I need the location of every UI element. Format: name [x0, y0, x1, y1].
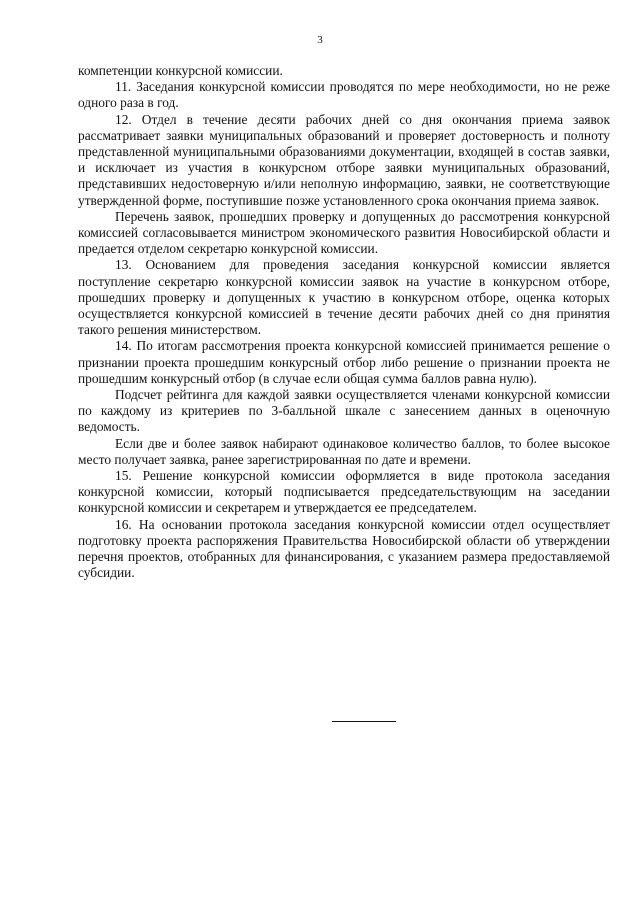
paragraph-continuation: компетенции конкурсной комиссии.	[78, 63, 283, 78]
paragraph-applications-list: Перечень заявок, прошедших проверку и допущенных до рассмотрения конкурсной комиссией согласовывается министром экономического развития Новосибирской области и предается отделом секретарю конкурсной комиссии.	[78, 208, 610, 257]
paragraph-item-14: 14. По итогам рассмотрения проекта конкурсной комиссией принимается решение о признании проекта прошедшим конкурсный отбор либо решение о признании проекта не прошедшим конкурсный отбор (в случае если общая сумма баллов равна нулю).	[78, 338, 610, 386]
paragraph-equal-scores: Если две и более заявок набирают одинаковое количество баллов, то более высокое место получает заявка, ранее зарегистрированная по дате и времени.	[78, 435, 610, 467]
paragraph-item-15: 15. Решение конкурсной комиссии оформляется в виде протокола заседания конкурсной комиссии, который подписывается председательствующим на заседании конкурсной комиссии и секретарем и утверждается ее председателем.	[78, 468, 610, 516]
paragraph-item-11: 11. Заседания конкурсной комиссии проводятся по мере необходимости, но не реже одного раза в год.	[78, 79, 610, 111]
paragraph-rating: Подсчет рейтинга для каждой заявки осуществляется членами конкурсной комиссии по каждому из критериев по 3-балльной шкале с занесением данных в оценочную ведомость.	[78, 387, 610, 435]
document-body	[78, 63, 610, 582]
page-number: 3	[317, 34, 323, 46]
end-of-document-rule	[332, 721, 396, 722]
paragraph-item-12: 12. Отдел в течение десяти рабочих дней со дня окончания приема заявок рассматривает заявки муниципальных образований и проверяет достоверность и полноту представленной муниципальными образованиями документации, входящей в состав заявки, и исключает из участия в конкурсном отборе заявки муниципальных образований, представивших недостоверную и/или неполную информацию, заявки, не соответствующие утвержденной форме, поступившие позже установленного срока окончания приема заявок.	[78, 111, 610, 208]
paragraph-item-13: 13. Основанием для проведения заседания конкурсной комиссии является поступление секретарю конкурсной комиссии заявок на участие в конкурсном отборе, прошедших проверку и допущенных к участию в конкурсном отборе, оценка которых осуществляется конкурсной комиссией в течение десяти рабочих дней со дня принятия такого решения министерством.	[78, 257, 610, 338]
paragraph-item-16: 16. На основании протокола заседания конкурсной комиссии отдел осуществляет подготовку проекта распоряжения Правительства Новосибирской области об утверждении перечня проектов, отобранных для финансирования, с указанием размера предоставляемой субсидии.	[78, 516, 610, 581]
